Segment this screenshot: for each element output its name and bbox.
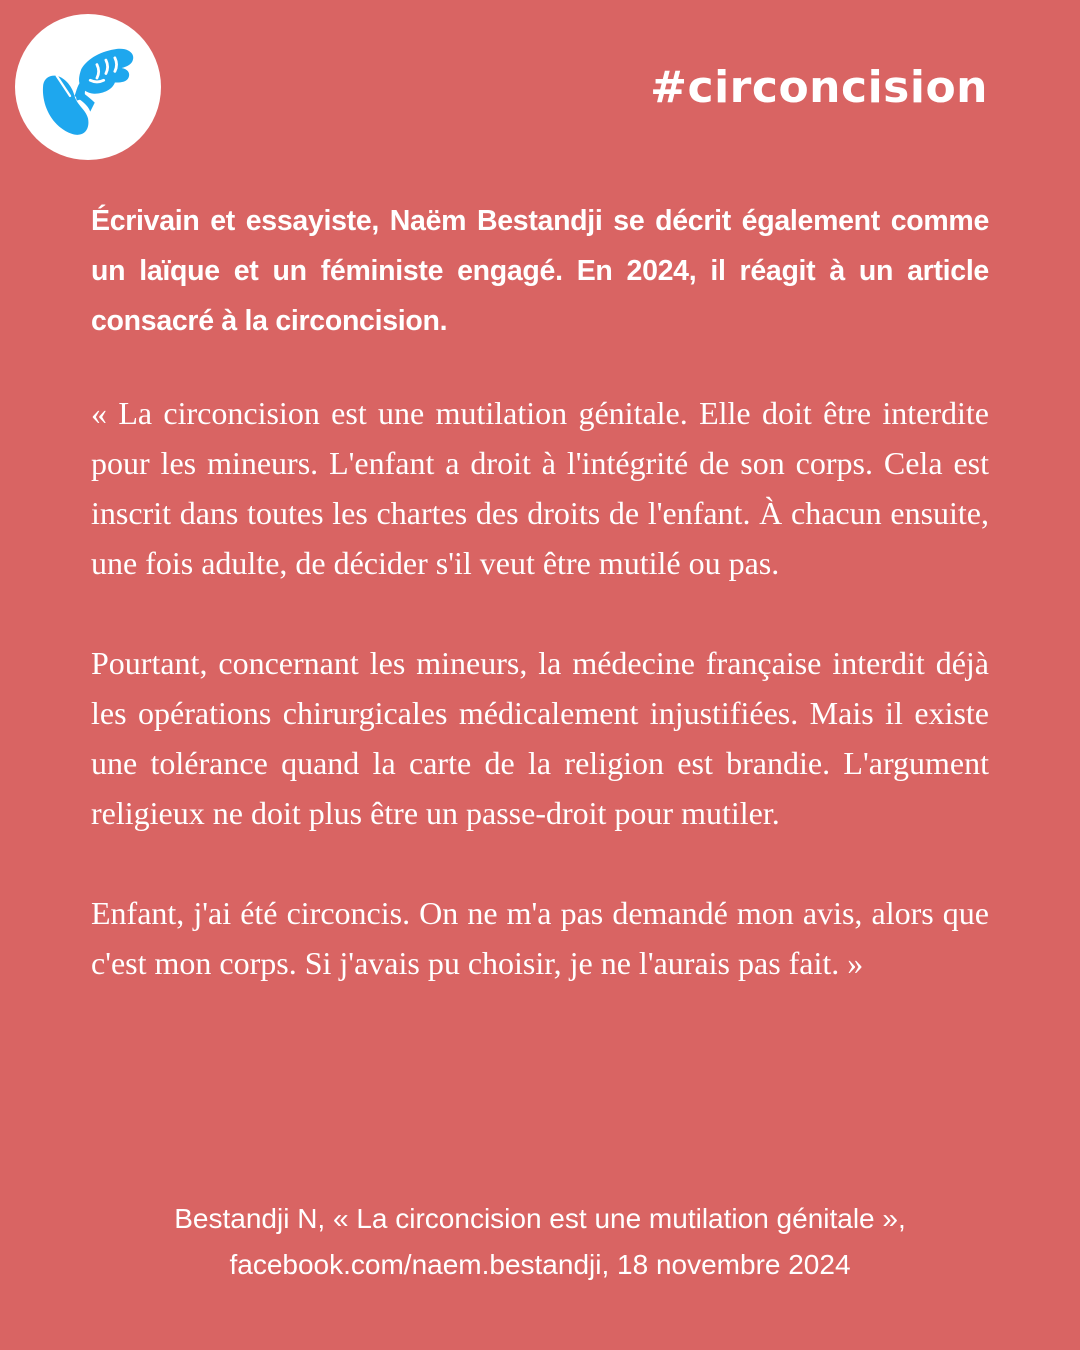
quote-paragraph: Pourtant, concernant les mineurs, la médecine française interdit déjà les opérations chirurgicales médicalement injustifiées. Mais il existe une tolérance quand la carte de la religion est brandie. L'argument religieux ne doit plus être un passe-droit pour mutiler. xyxy=(91,645,989,831)
brand-logo xyxy=(15,14,161,160)
source-citation xyxy=(0,1196,1080,1288)
quote-block xyxy=(91,388,989,988)
citation-line-source: facebook.com/naem.bestandji, 18 novembre 2024 xyxy=(229,1249,851,1280)
quote-paragraph: « La circoncision est une mutilation génitale. Elle doit être interdite pour les mineurs. L'enfant a droit à l'intégrité de son corps. Cela est inscrit dans toutes les chartes des droits de l'enfant. À chacun ensuite, une fois adulte, de décider s'il veut être mutilé ou pas. xyxy=(91,395,989,581)
citation-line-title: Bestandji N, « La circoncision est une mutilation génitale », xyxy=(174,1203,906,1234)
quote-paragraph: Enfant, j'ai été circoncis. On ne m'a pas demandé mon avis, alors que c'est mon corps. Si j'avais pu choisir, je ne l'aurais pas fait. » xyxy=(91,895,989,981)
hashtag-title: #circoncision xyxy=(650,62,988,113)
hand-holding-fist-icon xyxy=(32,31,144,143)
intro-paragraph: Écrivain et essayiste, Naëm Bestandji se décrit également comme un laïque et un féministe engagé. En 2024, il réagit à un article consacré à la circoncision. xyxy=(91,205,989,337)
